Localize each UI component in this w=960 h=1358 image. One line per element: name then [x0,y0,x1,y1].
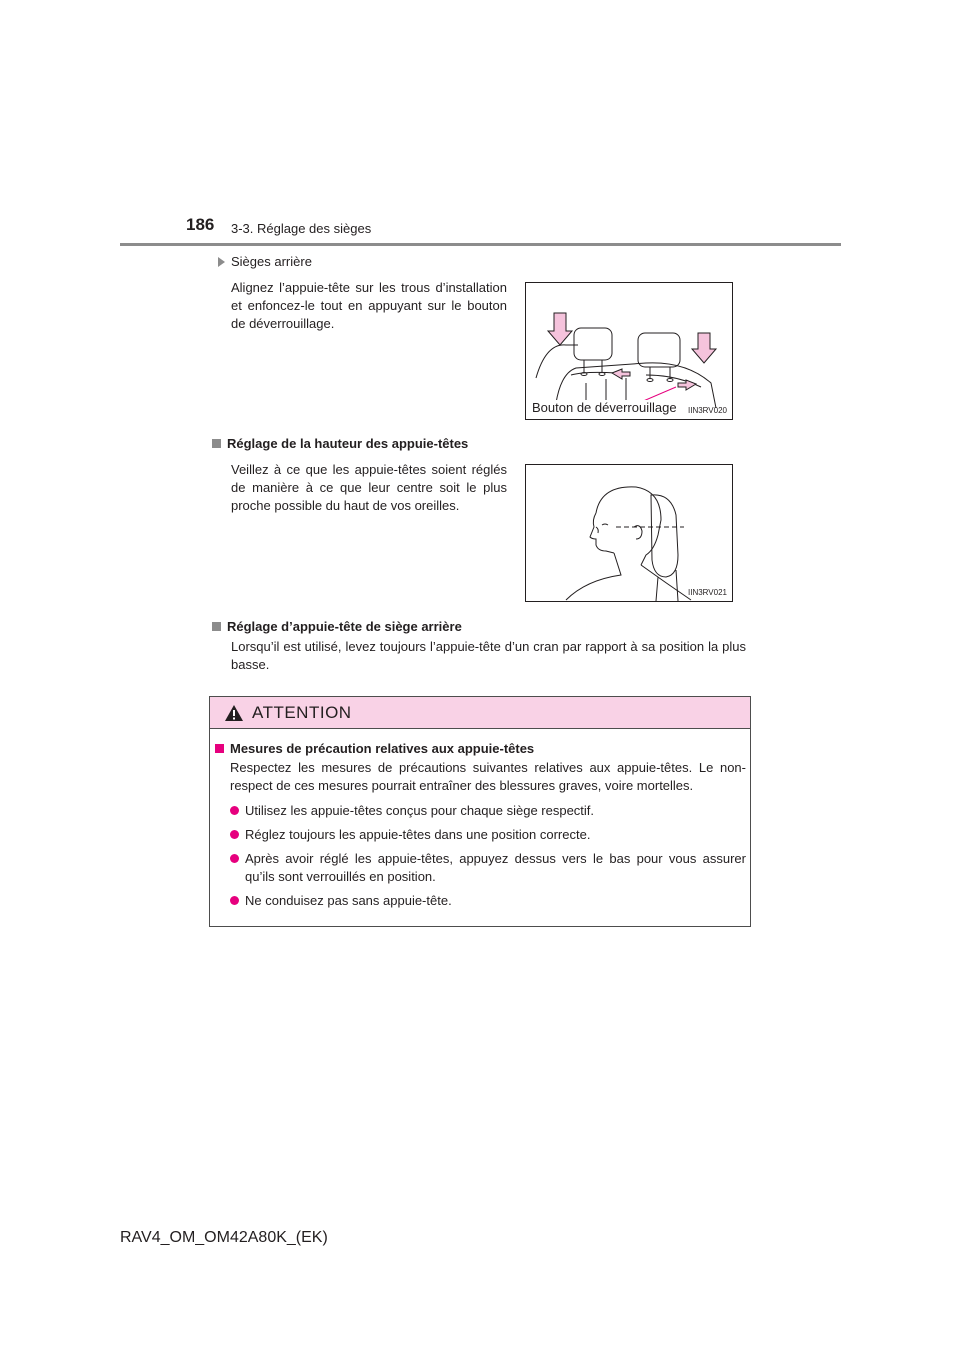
square-bullet-icon [212,622,221,631]
pink-square-bullet-icon [215,744,224,753]
attention-bullet [230,892,746,910]
attention-bullet-text: Utilisez les appuie-têtes conçus pour chaque siège respectif. [245,803,595,818]
figure-code: IIN3RV021 [688,588,727,597]
page-number: 186 [186,215,215,234]
height-adjust-text: Veillez à ce que les appuie-têtes soient réglés de manière à ce que leur centre soit le plus proche possible du haut de vos oreilles. [231,462,507,513]
head-position-figure [525,464,733,602]
rear-seats-text: Alignez l’appuie-tête sur les trous d’installation et enfoncez-le tout en appuyant sur le bouton de déverrouillage. [231,280,507,331]
pink-dot-icon [230,896,239,905]
square-bullet-icon [212,439,221,448]
triangle-bullet-icon [218,257,225,267]
rear-adjust-text: Lorsqu’il est utilisé, levez toujours l’appuie-tête d’un cran par rapport à sa position la plus basse. [231,639,746,672]
attention-header [210,697,750,729]
height-adjust-heading [212,436,468,451]
rear-headrest-illustration [526,283,732,419]
rear-seats-subheading-label: Sièges arrière [231,254,312,269]
head-position-illustration [526,465,732,601]
warning-icon [224,704,244,722]
attention-bullet [230,850,746,886]
attention-bullet [230,802,746,820]
attention-heading-label: Mesures de précaution relatives aux appuie-têtes [230,741,535,756]
rear-headrest-figure [525,282,733,420]
pink-dot-icon [230,806,239,815]
figure-code: IIN3RV020 [688,406,727,415]
unlock-button-callout: Bouton de déverrouillage [532,400,677,415]
attention-text: Respectez les mesures de précautions suivantes relatives aux appuie-têtes. Le non-respect de ces mesures pourrait entraîner des blessures graves, voire mortelles. [230,760,746,793]
header-rule [120,243,841,246]
rear-seats-subheading [218,254,312,269]
attention-bullet-text: Réglez toujours les appuie-têtes dans une position correcte. [245,827,591,842]
attention-bullet-text: Ne conduisez pas sans appuie-tête. [245,893,452,908]
attention-box [209,696,751,927]
attention-heading [215,741,534,756]
attention-bullet-text: Après avoir réglé les appuie-têtes, appuyez dessus vers le bas pour vous assurer qu’ils sont verrouillés en position. [245,851,746,884]
height-adjust-heading-label: Réglage de la hauteur des appuie-têtes [227,436,469,451]
rear-adjust-heading-label: Réglage d’appuie-tête de siège arrière [227,619,462,634]
pink-dot-icon [230,854,239,863]
attention-bullet [230,826,746,844]
rear-adjust-heading [212,619,462,634]
footer-model: RAV4_OM_OM42A80K_(EK) [120,1229,328,1246]
section-title: 3-3. Réglage des sièges [231,221,372,236]
attention-title: ATTENTION [252,702,352,722]
pink-dot-icon [230,830,239,839]
